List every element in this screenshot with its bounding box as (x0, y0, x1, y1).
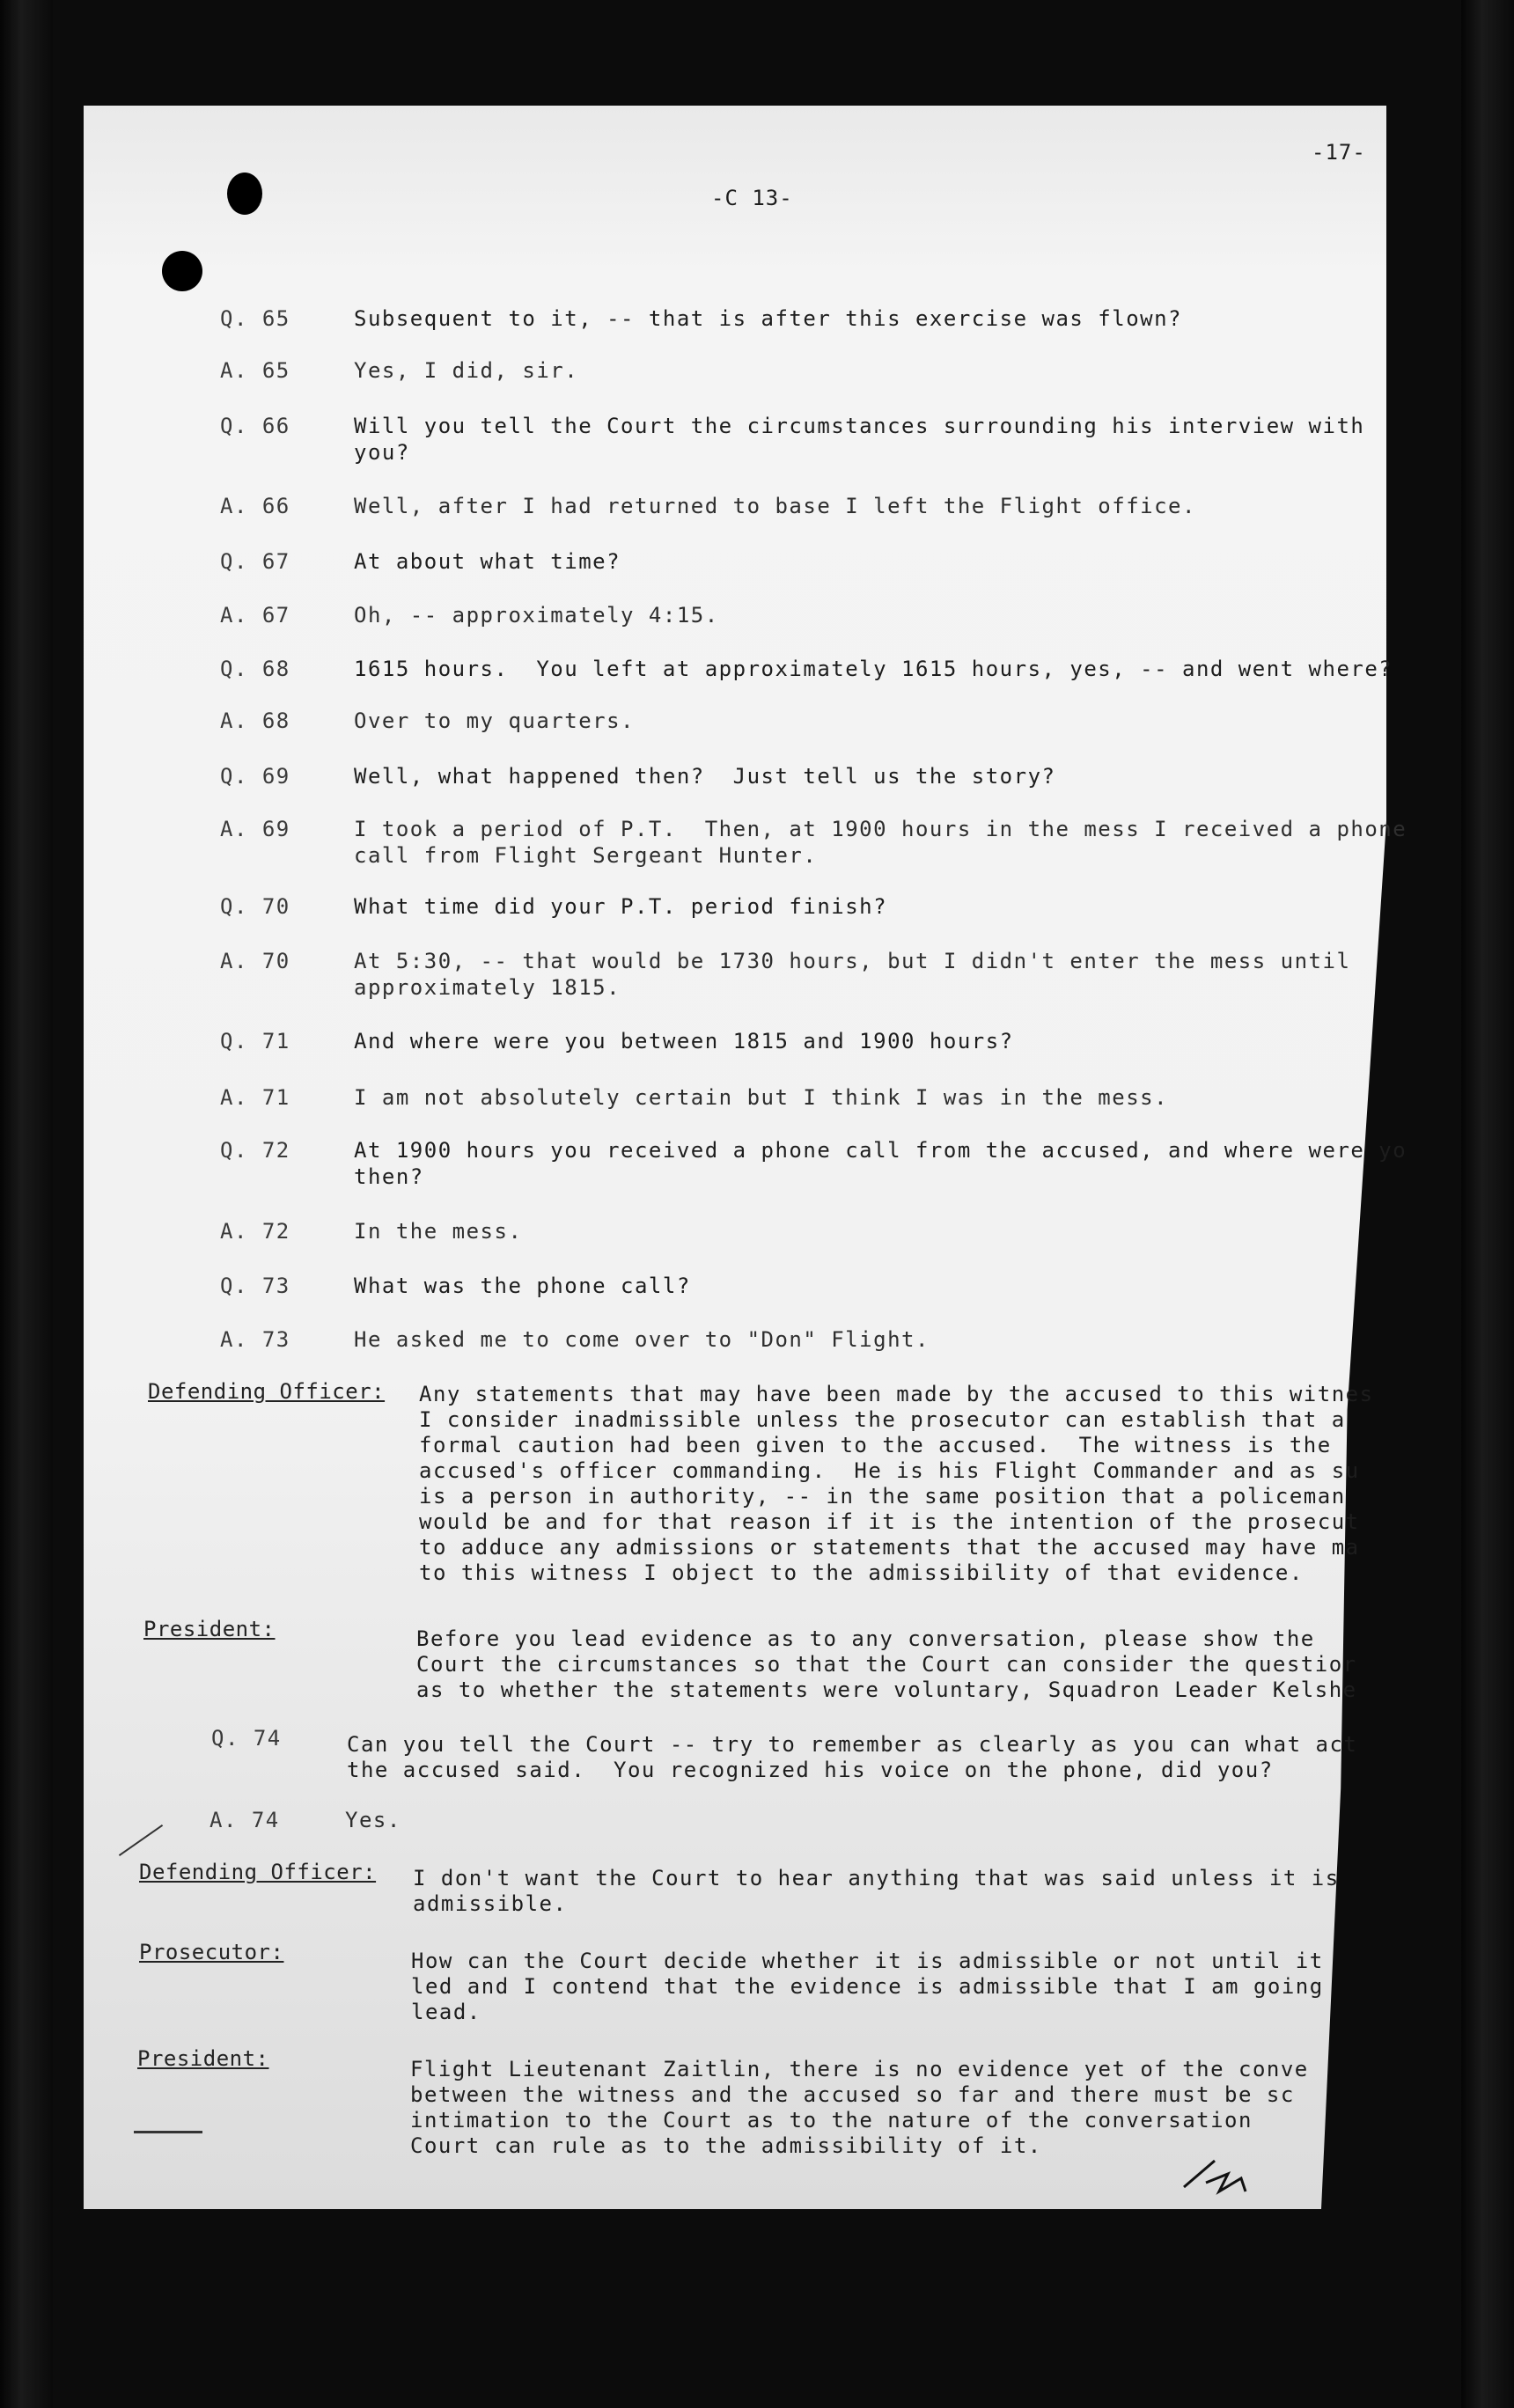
entry-text: Well, what happened then? Just tell us the story? (354, 764, 1056, 789)
entry-text: Will you tell the Court the circumstances surrounding his interview with you? (354, 414, 1365, 465)
entry-text: 1615 hours. You left at approximately 1615 hours, yes, -- and went where? (354, 657, 1393, 681)
entry-label: A. 74 (209, 1808, 280, 1832)
entry-label: A. 70 (220, 949, 290, 973)
punch-hole-bottom (162, 251, 202, 291)
entry-label: Q. 74 (211, 1726, 282, 1751)
speaker-label: Prosecutor: (139, 1940, 284, 1964)
speaker-label: Defending Officer: (148, 1379, 386, 1404)
entry-label: A. 69 (220, 817, 290, 841)
entry-label: Q. 65 (220, 306, 290, 331)
punch-hole-top (227, 173, 262, 215)
entry-label: A. 67 (220, 603, 290, 628)
entry-text: I am not absolutely certain but I think I was in the mess. (354, 1085, 1169, 1110)
statement-text: I don't want the Court to hear anything that was said unless it is admissible. (413, 1866, 1340, 1916)
entry-label: A. 71 (220, 1085, 290, 1110)
entry-text: Yes, I did, sir. (354, 358, 579, 383)
entry-text: At about what time? (354, 549, 621, 574)
entry-label: Q. 71 (220, 1029, 290, 1054)
entry-label: Q. 67 (220, 549, 290, 574)
entry-text: Over to my quarters. (354, 708, 635, 733)
handwritten-initials (1180, 2147, 1259, 2200)
entry-text: What time did your P.T. period finish? (354, 894, 888, 919)
entry-text: What was the phone call? (354, 1274, 691, 1298)
entry-label: Q. 72 (220, 1138, 290, 1163)
statement-text: Before you lead evidence as to any conversation, please show the Court the circumstances so that the Court can consider the questior as to whether the statements were voluntary, Squadron Leader Kelshe (416, 1626, 1357, 1702)
entry-label: A. 68 (220, 708, 290, 733)
entry-label: Q. 69 (220, 764, 290, 789)
entry-text: Can you tell the Court -- try to remember as clearly as you can what act the accused said. You recognized his voice on the phone, did you? (347, 1732, 1358, 1782)
entry-text: Oh, -- approximately 4:15. (354, 603, 719, 628)
entry-label: Q. 68 (220, 657, 290, 681)
entry-text: Subsequent to it, -- that is after this exercise was flown? (354, 306, 1183, 331)
statement-text: Flight Lieutenant Zaitlin, there is no evidence yet of the conve between the witness and the accused so far and there must be sc intimation to the Court as to the nature of the conversation Court can rule as to the admissibility of it. (410, 2057, 1309, 2158)
page-number: -17- (1312, 140, 1366, 165)
entry-text: At 1900 hours you received a phone call from the accused, and where were yo then? (354, 1138, 1407, 1189)
entry-text: He asked me to come over to "Don" Flight. (354, 1327, 930, 1352)
speaker-label: Defending Officer: (139, 1860, 377, 1884)
film-edge-left (0, 0, 53, 2408)
film-edge-right (1461, 0, 1514, 2408)
entry-label: A. 66 (220, 494, 290, 518)
entry-label: A. 73 (220, 1327, 290, 1352)
entry-label: A. 65 (220, 358, 290, 383)
entry-label: Q. 70 (220, 894, 290, 919)
entry-text: And where were you between 1815 and 1900 hours? (354, 1029, 1014, 1054)
entry-label: A. 72 (220, 1219, 290, 1244)
entry-text: I took a period of P.T. Then, at 1900 hours in the mess I received a phone call from Flight Sergeant Hunter. (354, 817, 1407, 868)
entry-text: Yes. (345, 1808, 401, 1832)
speaker-label: President: (143, 1617, 276, 1641)
entry-text: Well, after I had returned to base I left the Flight office. (354, 494, 1196, 518)
entry-label: Q. 66 (220, 414, 290, 438)
statement-text: Any statements that may have been made by the accused to this witnes I consider inadmissible unless the prosecutor can establish that a formal caution had been given to the accused. The witness is the accused's officer commanding. He is his Flight Commander and as su is a person in authority, -- in the same position that a policeman would be and for that reason if it is the intention of the prosecut to adduce any admissions or statements that the accused may have ma to this witness I object to the admissibility of that evidence. (419, 1382, 1374, 1585)
entry-text: In the mess. (354, 1219, 523, 1244)
statement-text: How can the Court decide whether it is admissible or not until it led and I contend that the evidence is admissible that I am going lead. (411, 1949, 1324, 2024)
speaker-label: President: (137, 2046, 269, 2071)
section-label: -C 13- (711, 186, 793, 210)
margin-pen-mark (134, 2131, 202, 2133)
entry-text: At 5:30, -- that would be 1730 hours, but I didn't enter the mess until approximately 1815. (354, 949, 1351, 1000)
entry-label: Q. 73 (220, 1274, 290, 1298)
